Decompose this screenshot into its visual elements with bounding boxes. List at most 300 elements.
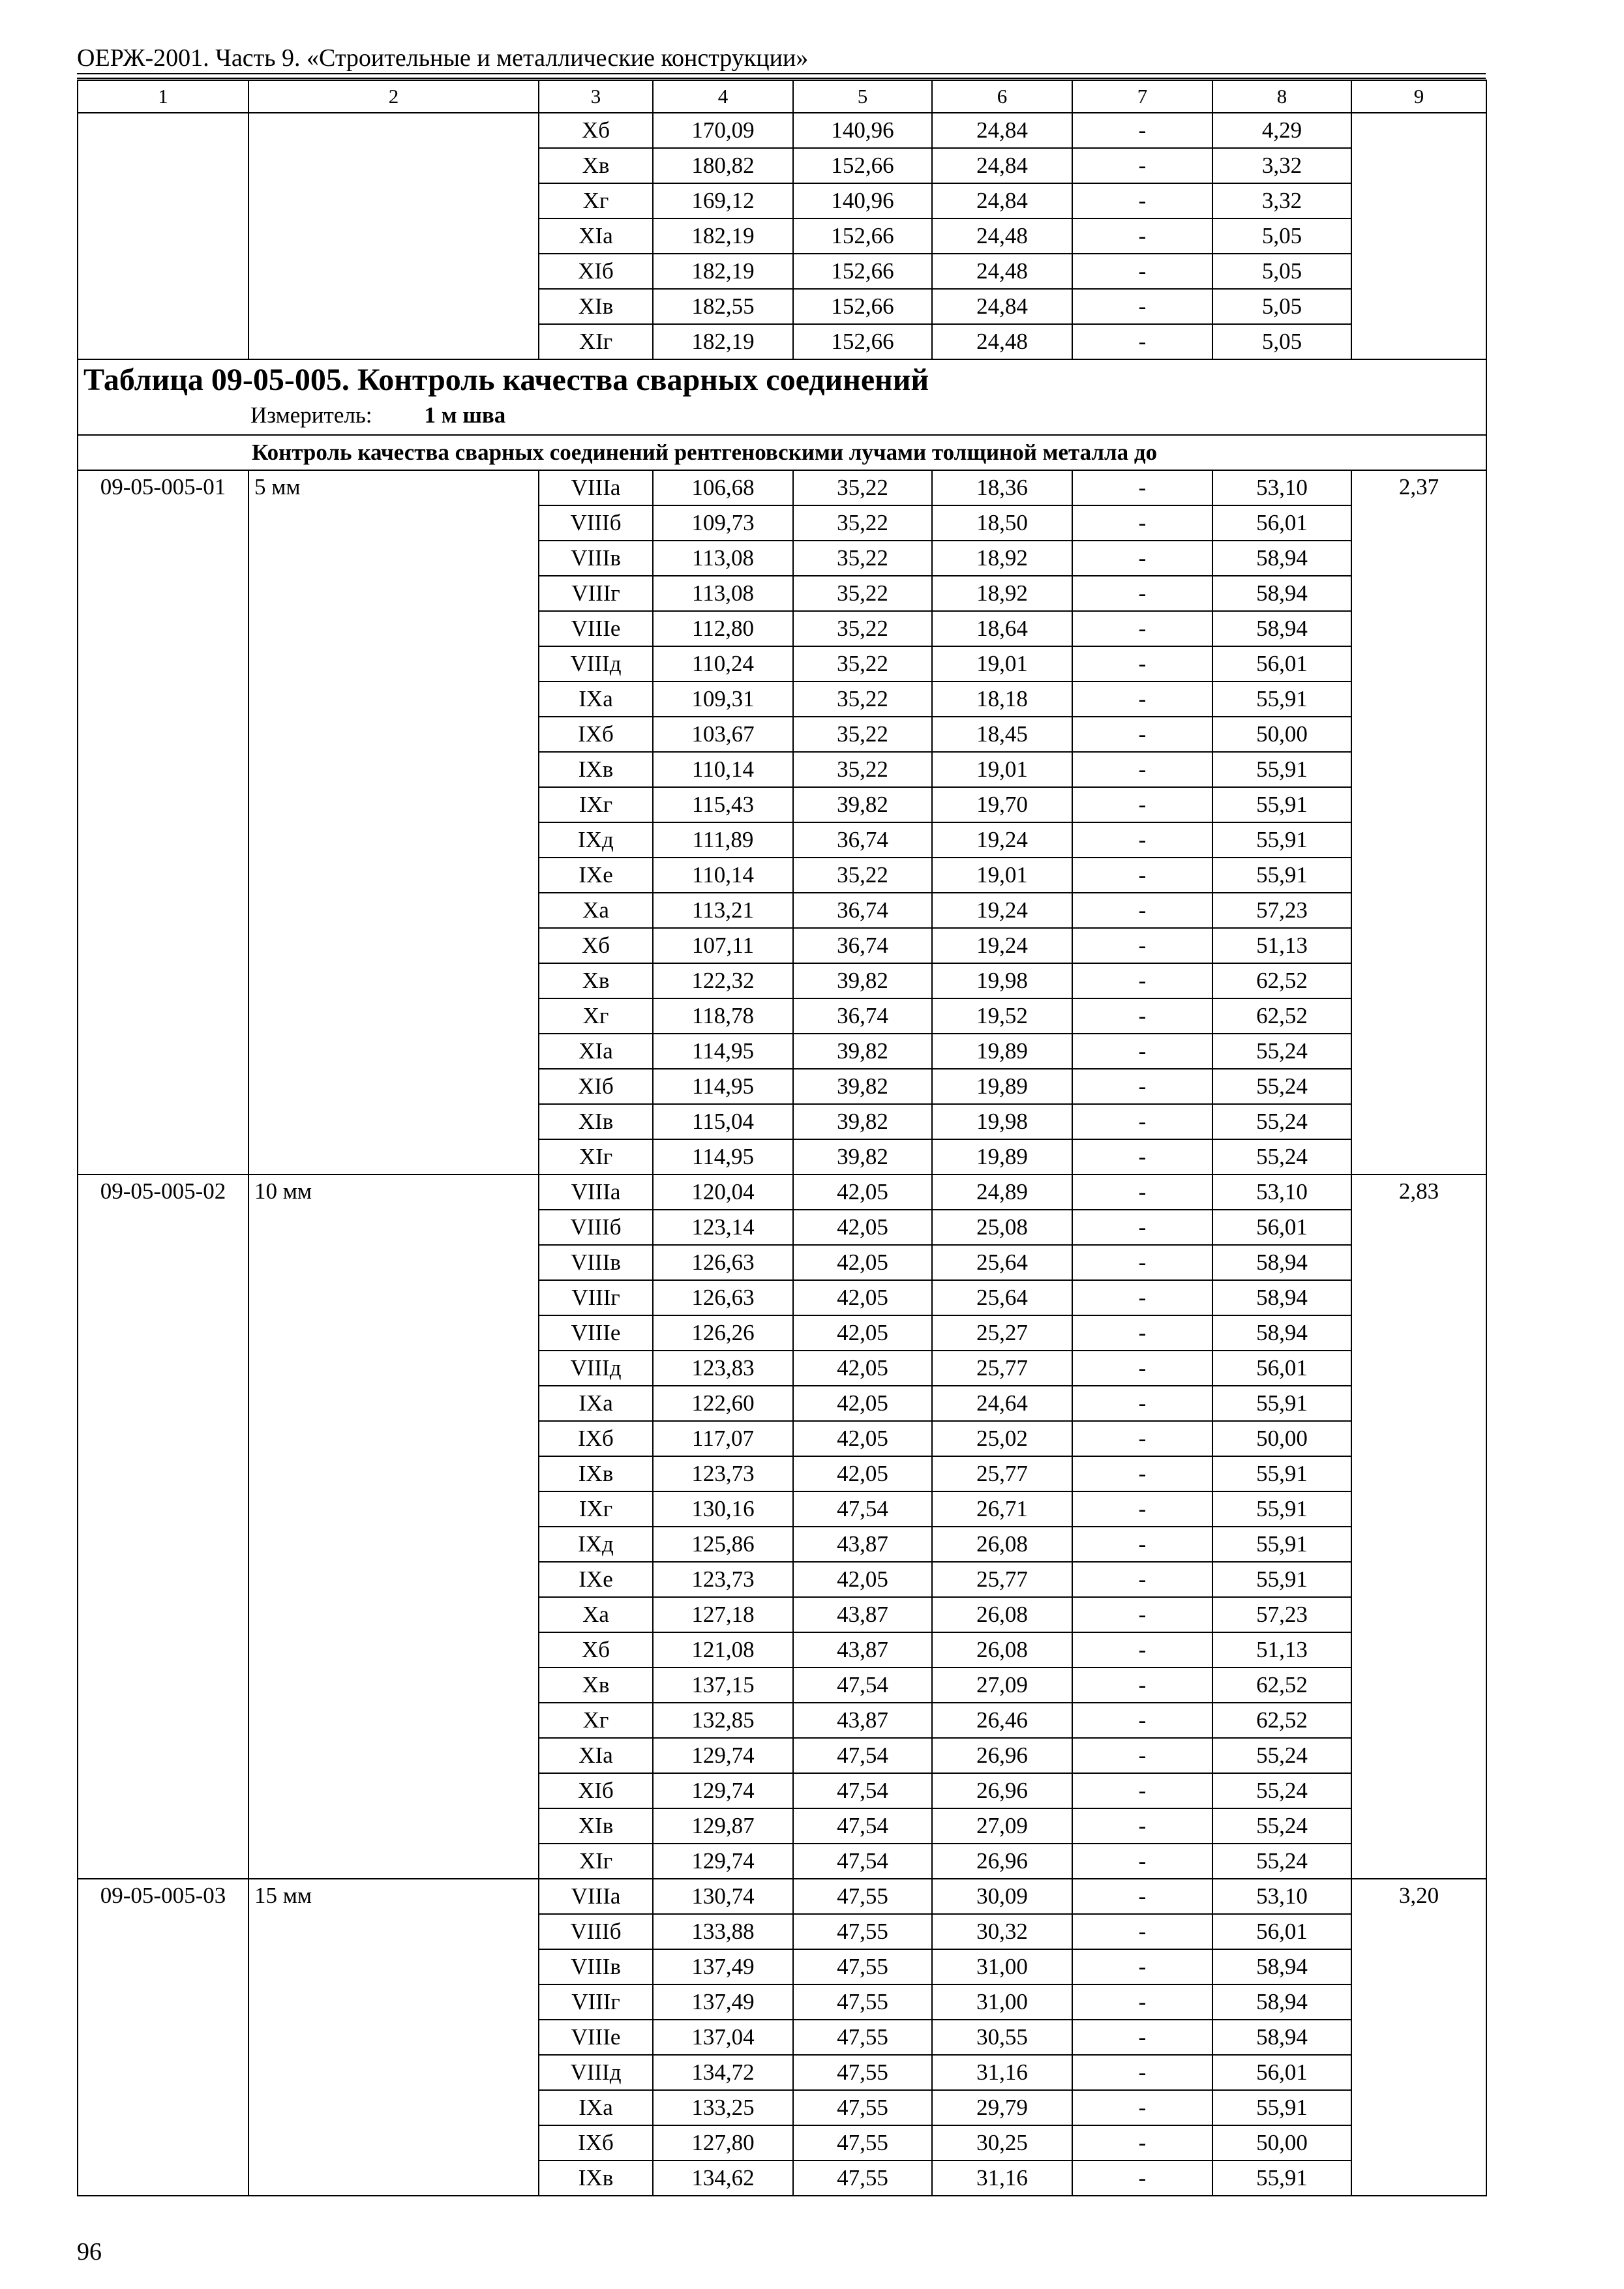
value-cell: 39,82: [793, 963, 932, 998]
header-rule-bottom: [77, 78, 1486, 79]
value-cell: 5,05: [1212, 324, 1351, 359]
value-cell: 107,11: [653, 928, 793, 963]
region-cell: Xг: [539, 998, 653, 1034]
value-cell: 62,52: [1212, 998, 1351, 1034]
column-number: 7: [1072, 80, 1212, 113]
value-cell: 39,82: [793, 1104, 932, 1139]
value-cell: Xв: [539, 148, 653, 183]
value-cell: 39,82: [793, 1139, 932, 1174]
region-cell: Xб: [539, 928, 653, 963]
value-cell: 36,74: [793, 928, 932, 963]
unit-line: [83, 400, 1486, 430]
value-cell: 56,01: [1212, 1351, 1351, 1386]
value-cell: 39,82: [793, 1034, 932, 1069]
table-body: [78, 80, 1486, 2196]
value-cell: 35,22: [793, 576, 932, 611]
value-cell: 123,83: [653, 1351, 793, 1386]
rate-code: 09-05-005-01: [78, 470, 248, 1174]
value-cell: 19,24: [932, 822, 1072, 858]
value-cell: 47,54: [793, 1808, 932, 1844]
value-cell: -: [1072, 541, 1212, 576]
value-cell: 55,24: [1212, 1808, 1351, 1844]
value-cell: 126,63: [653, 1280, 793, 1315]
value-cell: 39,82: [793, 787, 932, 822]
value-cell: 31,16: [932, 2055, 1072, 2090]
value-cell: 43,87: [793, 1597, 932, 1632]
value-cell: -: [1072, 1421, 1212, 1456]
value-cell: -: [1072, 998, 1212, 1034]
value-cell: -: [1072, 1703, 1212, 1738]
value-cell: 55,91: [1212, 787, 1351, 822]
column-number: 8: [1212, 80, 1351, 113]
value-cell: 50,00: [1212, 717, 1351, 752]
region-cell: VIIIг: [539, 576, 653, 611]
value-cell: 109,73: [653, 505, 793, 541]
value-cell: 55,91: [1212, 2161, 1351, 2196]
value-cell: 53,10: [1212, 470, 1351, 505]
value-cell: -: [1072, 183, 1212, 218]
value-cell: 58,94: [1212, 611, 1351, 646]
unit-value: 1 м шва: [424, 402, 506, 428]
value-cell: -: [1072, 1280, 1212, 1315]
col9-value: 2,83: [1351, 1174, 1486, 1879]
value-cell: 57,23: [1212, 1597, 1351, 1632]
value-cell: 25,27: [932, 1315, 1072, 1351]
table-title: Таблица 09-05-005. Контроль качества сварных соединений: [83, 363, 929, 397]
region-cell: VIIIв: [539, 541, 653, 576]
value-cell: 55,24: [1212, 1069, 1351, 1104]
value-cell: 26,08: [932, 1597, 1072, 1632]
value-cell: 118,78: [653, 998, 793, 1034]
value-cell: 47,55: [793, 1949, 932, 1984]
region-cell: IXг: [539, 1491, 653, 1527]
value-cell: 129,74: [653, 1773, 793, 1808]
value-cell: 31,00: [932, 1984, 1072, 2020]
rate-code: 09-05-005-03: [78, 1879, 248, 2196]
value-cell: -: [1072, 717, 1212, 752]
value-cell: 133,25: [653, 2090, 793, 2125]
value-cell: -: [1072, 1491, 1212, 1527]
value-cell: 58,94: [1212, 1280, 1351, 1315]
table-row: [78, 1879, 1486, 1914]
value-cell: 24,84: [932, 148, 1072, 183]
table-row: [78, 470, 1486, 505]
value-cell: 120,04: [653, 1174, 793, 1210]
value-cell: 57,23: [1212, 893, 1351, 928]
region-cell: IXв: [539, 752, 653, 787]
value-cell: 50,00: [1212, 1421, 1351, 1456]
value-cell: 122,60: [653, 1386, 793, 1421]
value-cell: 117,07: [653, 1421, 793, 1456]
value-cell: -: [1072, 2161, 1212, 2196]
value-cell: 42,05: [793, 1174, 932, 1210]
value-cell: 129,74: [653, 1844, 793, 1879]
value-cell: -: [1072, 2125, 1212, 2161]
value-cell: -: [1072, 1949, 1212, 1984]
region-cell: Xг: [539, 1703, 653, 1738]
value-cell: -: [1072, 1844, 1212, 1879]
value-cell: -: [1072, 928, 1212, 963]
value-cell: 55,24: [1212, 1773, 1351, 1808]
value-cell: 55,91: [1212, 822, 1351, 858]
value-cell: -: [1072, 218, 1212, 254]
value-cell: 26,08: [932, 1527, 1072, 1562]
region-cell: IXг: [539, 787, 653, 822]
value-cell: 26,08: [932, 1632, 1072, 1668]
region-cell: VIIIе: [539, 2020, 653, 2055]
value-cell: 25,64: [932, 1280, 1072, 1315]
value-cell: 56,01: [1212, 1914, 1351, 1949]
value-cell: 115,04: [653, 1104, 793, 1139]
region-cell: VIIIд: [539, 1351, 653, 1386]
value-cell: 35,22: [793, 681, 932, 717]
value-cell: -: [1072, 505, 1212, 541]
column-number-row: [78, 80, 1486, 113]
region-cell: Xб: [539, 1632, 653, 1668]
value-cell: 58,94: [1212, 1315, 1351, 1351]
region-cell: VIIIа: [539, 470, 653, 505]
value-cell: -: [1072, 470, 1212, 505]
value-cell: 137,15: [653, 1668, 793, 1703]
column-number: 9: [1351, 80, 1486, 113]
value-cell: 58,94: [1212, 1984, 1351, 2020]
region-cell: IXб: [539, 2125, 653, 2161]
value-cell: 24,84: [932, 113, 1072, 148]
value-cell: -: [1072, 1984, 1212, 2020]
value-cell: 42,05: [793, 1421, 932, 1456]
value-cell: 129,74: [653, 1738, 793, 1773]
value-cell: 5,05: [1212, 254, 1351, 289]
value-cell: -: [1072, 646, 1212, 681]
value-cell: 47,55: [793, 2090, 932, 2125]
value-cell: 35,22: [793, 717, 932, 752]
region-cell: IXа: [539, 1386, 653, 1421]
value-cell: 103,67: [653, 717, 793, 752]
value-cell: 3,32: [1212, 183, 1351, 218]
value-cell: 47,54: [793, 1668, 932, 1703]
value-cell: 53,10: [1212, 1174, 1351, 1210]
value-cell: 110,14: [653, 752, 793, 787]
value-cell: 152,66: [793, 218, 932, 254]
value-cell: 47,55: [793, 1879, 932, 1914]
value-cell: 62,52: [1212, 1703, 1351, 1738]
value-cell: -: [1072, 1104, 1212, 1139]
value-cell: 25,64: [932, 1245, 1072, 1280]
value-cell: -: [1072, 324, 1212, 359]
value-cell: -: [1072, 2055, 1212, 2090]
value-cell: 35,22: [793, 541, 932, 576]
region-cell: IXд: [539, 822, 653, 858]
value-cell: 24,48: [932, 218, 1072, 254]
value-cell: 30,09: [932, 1879, 1072, 1914]
region-cell: IXб: [539, 717, 653, 752]
value-cell: 43,87: [793, 1632, 932, 1668]
value-cell: -: [1072, 893, 1212, 928]
value-cell: 55,24: [1212, 1139, 1351, 1174]
value-cell: 18,92: [932, 576, 1072, 611]
value-cell: -: [1072, 2020, 1212, 2055]
col9-cell-empty: [1351, 113, 1486, 359]
value-cell: 42,05: [793, 1386, 932, 1421]
value-cell: 31,16: [932, 2161, 1072, 2196]
value-cell: 19,01: [932, 858, 1072, 893]
value-cell: 122,32: [653, 963, 793, 998]
value-cell: 35,22: [793, 646, 932, 681]
value-cell: 19,01: [932, 752, 1072, 787]
value-cell: 137,49: [653, 1949, 793, 1984]
value-cell: -: [1072, 1527, 1212, 1562]
region-cell: IXв: [539, 2161, 653, 2196]
region-cell: Xа: [539, 1597, 653, 1632]
value-cell: -: [1072, 1174, 1212, 1210]
value-cell: 35,22: [793, 752, 932, 787]
value-cell: -: [1072, 1245, 1212, 1280]
value-cell: 56,01: [1212, 2055, 1351, 2090]
value-cell: 36,74: [793, 998, 932, 1034]
value-cell: 56,01: [1212, 646, 1351, 681]
value-cell: 56,01: [1212, 1210, 1351, 1245]
rate-description: 15 мм: [248, 1879, 539, 2196]
value-cell: 58,94: [1212, 1949, 1351, 1984]
value-cell: 134,62: [653, 2161, 793, 2196]
region-cell: Xа: [539, 893, 653, 928]
value-cell: 152,66: [793, 289, 932, 324]
value-cell: -: [1072, 1668, 1212, 1703]
value-cell: 26,71: [932, 1491, 1072, 1527]
value-cell: 43,87: [793, 1527, 932, 1562]
value-cell: 47,54: [793, 1773, 932, 1808]
unit-label: Измеритель:: [250, 402, 372, 428]
value-cell: 133,88: [653, 1914, 793, 1949]
region-cell: IXе: [539, 858, 653, 893]
region-cell: VIIIе: [539, 1315, 653, 1351]
value-cell: 58,94: [1212, 541, 1351, 576]
column-number: 4: [653, 80, 793, 113]
region-cell: VIIIг: [539, 1984, 653, 2020]
region-cell: Xв: [539, 963, 653, 998]
value-cell: 127,80: [653, 2125, 793, 2161]
value-cell: -: [1072, 1879, 1212, 1914]
value-cell: 110,24: [653, 646, 793, 681]
value-cell: 18,64: [932, 611, 1072, 646]
value-cell: -: [1072, 148, 1212, 183]
region-cell: VIIIв: [539, 1245, 653, 1280]
value-cell: 36,74: [793, 822, 932, 858]
region-cell: XIв: [539, 1104, 653, 1139]
value-cell: 140,96: [793, 183, 932, 218]
value-cell: -: [1072, 576, 1212, 611]
value-cell: 55,91: [1212, 2090, 1351, 2125]
value-cell: -: [1072, 963, 1212, 998]
section-row: [78, 435, 1486, 470]
value-cell: 114,95: [653, 1139, 793, 1174]
value-cell: 123,73: [653, 1562, 793, 1597]
region-cell: XIг: [539, 1139, 653, 1174]
value-cell: 180,82: [653, 148, 793, 183]
value-cell: 24,84: [932, 183, 1072, 218]
region-cell: VIIIд: [539, 2055, 653, 2090]
value-cell: 18,18: [932, 681, 1072, 717]
value-cell: 47,54: [793, 1844, 932, 1879]
value-cell: 114,95: [653, 1034, 793, 1069]
value-cell: 19,89: [932, 1139, 1072, 1174]
value-cell: 182,19: [653, 324, 793, 359]
value-cell: -: [1072, 289, 1212, 324]
value-cell: 47,54: [793, 1491, 932, 1527]
value-cell: 19,52: [932, 998, 1072, 1034]
column-number: 3: [539, 80, 653, 113]
value-cell: -: [1072, 1562, 1212, 1597]
value-cell: XIг: [539, 324, 653, 359]
value-cell: 27,09: [932, 1668, 1072, 1703]
rate-code: 09-05-005-02: [78, 1174, 248, 1879]
table-row: [78, 113, 1486, 148]
value-cell: 55,91: [1212, 1386, 1351, 1421]
region-cell: XIг: [539, 1844, 653, 1879]
value-cell: 55,91: [1212, 1456, 1351, 1491]
value-cell: 25,08: [932, 1210, 1072, 1245]
value-cell: 53,10: [1212, 1879, 1351, 1914]
value-cell: 19,98: [932, 963, 1072, 998]
region-cell: IXа: [539, 2090, 653, 2125]
value-cell: -: [1072, 1139, 1212, 1174]
value-cell: 113,21: [653, 893, 793, 928]
code-cell-empty: [78, 113, 248, 359]
region-cell: VIIIб: [539, 1210, 653, 1245]
value-cell: -: [1072, 1597, 1212, 1632]
value-cell: 4,29: [1212, 113, 1351, 148]
value-cell: 24,84: [932, 289, 1072, 324]
value-cell: 129,87: [653, 1808, 793, 1844]
value-cell: 47,55: [793, 1984, 932, 2020]
value-cell: 134,72: [653, 2055, 793, 2090]
value-cell: 137,49: [653, 1984, 793, 2020]
region-cell: VIIIб: [539, 1914, 653, 1949]
value-cell: 18,92: [932, 541, 1072, 576]
column-number: 2: [248, 80, 539, 113]
value-cell: 58,94: [1212, 1245, 1351, 1280]
value-cell: 19,24: [932, 928, 1072, 963]
value-cell: 42,05: [793, 1456, 932, 1491]
value-cell: Xб: [539, 113, 653, 148]
value-cell: 18,36: [932, 470, 1072, 505]
value-cell: 42,05: [793, 1245, 932, 1280]
value-cell: XIв: [539, 289, 653, 324]
value-cell: 55,91: [1212, 1562, 1351, 1597]
region-cell: XIб: [539, 1773, 653, 1808]
value-cell: 127,18: [653, 1597, 793, 1632]
value-cell: 35,22: [793, 470, 932, 505]
value-cell: -: [1072, 752, 1212, 787]
column-number: 5: [793, 80, 932, 113]
rate-description: 10 мм: [248, 1174, 539, 1879]
page-number: 96: [77, 2238, 102, 2266]
region-cell: IXе: [539, 1562, 653, 1597]
region-cell: VIIIв: [539, 1949, 653, 1984]
region-cell: VIIIб: [539, 505, 653, 541]
region-cell: VIIIе: [539, 611, 653, 646]
table-title-row: [78, 359, 1486, 435]
value-cell: 47,55: [793, 1914, 932, 1949]
value-cell: 50,00: [1212, 2125, 1351, 2161]
value-cell: 35,22: [793, 611, 932, 646]
value-cell: 26,96: [932, 1773, 1072, 1808]
value-cell: -: [1072, 1034, 1212, 1069]
value-cell: 62,52: [1212, 963, 1351, 998]
value-cell: 132,85: [653, 1703, 793, 1738]
region-cell: XIа: [539, 1738, 653, 1773]
value-cell: 123,73: [653, 1456, 793, 1491]
value-cell: -: [1072, 1351, 1212, 1386]
table-row: [78, 1174, 1486, 1210]
value-cell: 19,89: [932, 1069, 1072, 1104]
value-cell: 47,55: [793, 2161, 932, 2196]
value-cell: 55,91: [1212, 681, 1351, 717]
value-cell: 19,70: [932, 787, 1072, 822]
value-cell: 24,89: [932, 1174, 1072, 1210]
value-cell: -: [1072, 822, 1212, 858]
value-cell: 56,01: [1212, 505, 1351, 541]
value-cell: -: [1072, 1773, 1212, 1808]
value-cell: 25,77: [932, 1456, 1072, 1491]
value-cell: 110,14: [653, 858, 793, 893]
value-cell: 42,05: [793, 1351, 932, 1386]
value-cell: 114,95: [653, 1069, 793, 1104]
value-cell: -: [1072, 1456, 1212, 1491]
value-cell: 126,26: [653, 1315, 793, 1351]
value-cell: 126,63: [653, 1245, 793, 1280]
value-cell: 47,54: [793, 1738, 932, 1773]
value-cell: 55,91: [1212, 1527, 1351, 1562]
value-cell: 109,31: [653, 681, 793, 717]
value-cell: 140,96: [793, 113, 932, 148]
value-cell: 130,16: [653, 1491, 793, 1527]
value-cell: -: [1072, 1315, 1212, 1351]
value-cell: 35,22: [793, 858, 932, 893]
table-title-cell: [78, 359, 1486, 435]
value-cell: 182,19: [653, 254, 793, 289]
value-cell: -: [1072, 681, 1212, 717]
value-cell: -: [1072, 1632, 1212, 1668]
value-cell: -: [1072, 1386, 1212, 1421]
value-cell: -: [1072, 1914, 1212, 1949]
value-cell: 25,77: [932, 1351, 1072, 1386]
value-cell: 42,05: [793, 1562, 932, 1597]
value-cell: 55,24: [1212, 1104, 1351, 1139]
region-cell: XIа: [539, 1034, 653, 1069]
value-cell: 26,96: [932, 1738, 1072, 1773]
value-cell: 29,79: [932, 2090, 1072, 2125]
value-cell: 55,24: [1212, 1034, 1351, 1069]
value-cell: 112,80: [653, 611, 793, 646]
value-cell: -: [1072, 254, 1212, 289]
value-cell: -: [1072, 1210, 1212, 1245]
value-cell: 25,02: [932, 1421, 1072, 1456]
value-cell: -: [1072, 858, 1212, 893]
value-cell: 121,08: [653, 1632, 793, 1668]
page-header: ОЕРЖ-2001. Часть 9. «Строительные и металлические конструкции»: [77, 44, 809, 72]
value-cell: 19,24: [932, 893, 1072, 928]
value-cell: 55,91: [1212, 1491, 1351, 1527]
value-cell: 51,13: [1212, 1632, 1351, 1668]
value-cell: -: [1072, 2090, 1212, 2125]
value-cell: 170,09: [653, 113, 793, 148]
value-cell: 113,08: [653, 541, 793, 576]
value-cell: XIб: [539, 254, 653, 289]
value-cell: 47,55: [793, 2125, 932, 2161]
value-cell: 111,89: [653, 822, 793, 858]
value-cell: 58,94: [1212, 2020, 1351, 2055]
